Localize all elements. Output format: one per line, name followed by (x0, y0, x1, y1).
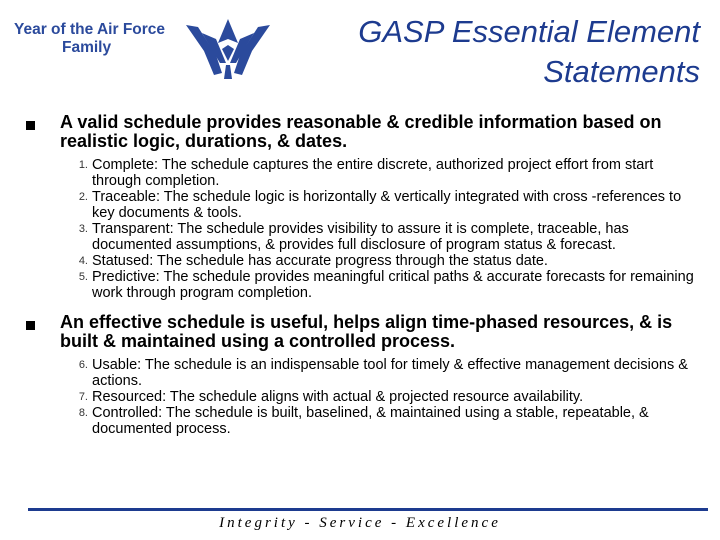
list-item (60, 269, 700, 301)
item-number: 4. (78, 255, 88, 267)
item-number: 2. (78, 191, 88, 203)
item-number: 6. (78, 359, 88, 371)
bullet-text: A valid schedule provides reasonable & credible information based on realistic logic, durations, & dates. (60, 112, 662, 151)
item-number: 7. (78, 391, 88, 403)
title-line-2: Statements (543, 54, 700, 89)
item-text: Resourced: The schedule aligns with actual & projected resource availability. (92, 389, 584, 405)
list-item (60, 221, 700, 253)
list-item (60, 189, 700, 221)
logo-text (14, 21, 165, 57)
item-text: Predictive: The schedule provides meaningful critical paths & accurate forecasts for remaining work through program completion. (92, 269, 694, 301)
criteria-list (60, 157, 700, 301)
square-bullet-icon (26, 321, 35, 330)
footer-divider (28, 508, 708, 511)
logo-line-1: Year of the Air Force (14, 21, 166, 38)
footer-motto: Integrity - Service - Excellence (219, 515, 501, 531)
list-item (60, 253, 700, 269)
bullet-effective-schedule (0, 313, 720, 437)
item-number: 8. (78, 407, 88, 419)
list-item (60, 389, 700, 405)
list-item (60, 157, 700, 189)
item-number: 5. (78, 271, 88, 283)
page-title (358, 12, 700, 92)
item-text: Usable: The schedule is an indispensable tool for timely & effective management decisions & actions. (92, 357, 688, 389)
item-text: Transparent: The schedule provides visibility to assure it is complete, traceable, has documented assumptions, & provides full disclosure of program status & forecast. (92, 221, 629, 253)
air-force-wings-icon (186, 15, 270, 81)
criteria-list (60, 357, 700, 437)
square-bullet-icon (26, 121, 35, 130)
item-text: Statused: The schedule has accurate progress through the status date. (92, 253, 548, 269)
logo-line-2: Family (62, 39, 112, 56)
item-text: Complete: The schedule captures the entire discrete, authorized project effort from start through completion. (92, 157, 654, 189)
list-item (60, 357, 700, 389)
item-number: 3. (78, 223, 88, 235)
bullet-text: An effective schedule is useful, helps align time-phased resources, & is built & maintained using a controlled process. (60, 312, 673, 351)
bullet-valid-schedule (0, 113, 720, 301)
list-item (60, 405, 700, 437)
title-line-1: GASP Essential Element (358, 14, 700, 49)
slide-content (0, 113, 720, 437)
item-text: Controlled: The schedule is built, baselined, & maintained using a stable, repeatable, & documented process. (92, 405, 649, 437)
item-text: Traceable: The schedule logic is horizontally & vertically integrated with cross -references to key documents & tools. (92, 189, 682, 221)
item-number: 1. (78, 159, 88, 171)
